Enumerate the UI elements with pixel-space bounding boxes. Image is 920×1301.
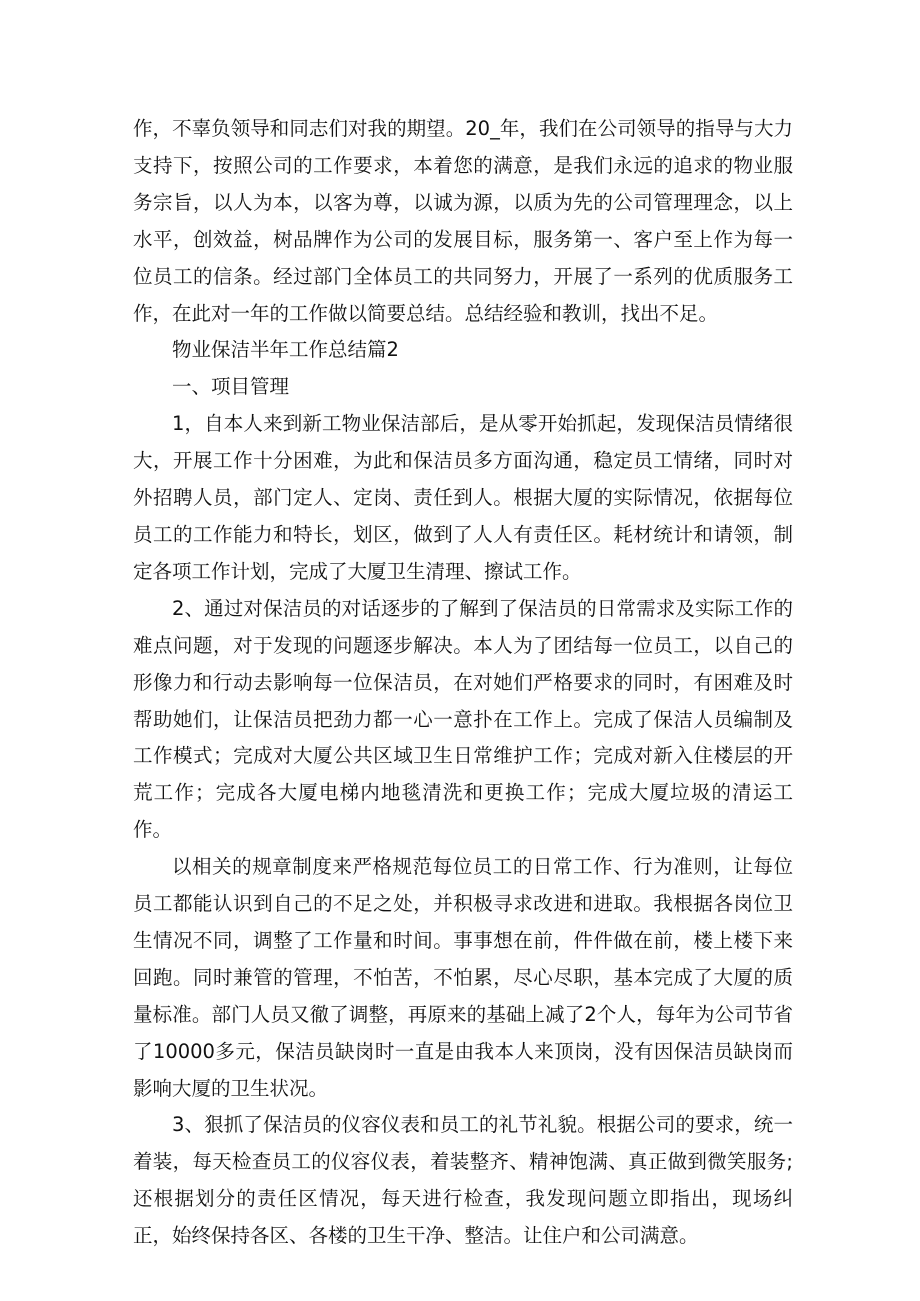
section-heading-project-management: 一、项目管理 [172, 375, 290, 399]
document-body [133, 111, 793, 1255]
paragraph-regulations: 以相关的规章制度来严格规范每位员工的日常工作、行为准则，让每位员工都能认识到自己的不足之处，并积极寻求改进和进取。我根据各岗位卫生情况不同，调整了工作量和时间。事事想在前，件件做在前，楼上楼下来回跑。同时兼管的管理，不怕苦，不怕累，尽心尽职，基本完成了大厦的质量标准。部门人员又徹了调整，再原来的基础上减了2个人，每年为公司节省了10000多元，保洁员缺岗时一直是由我本人来顶岗，没有因保洁员缺岗而影响大厦的卫生状况。 [133, 855, 793, 1100]
paragraph-intro-continuation: 作，不辜负领导和同志们对我的期望。20_年，我们在公司领导的指导与大力支持下，按照公司的工作要求，本着您的满意，是我们永远的追求的物业服务宗旨，以人为本，以客为尊，以诚为源，以质为先的公司管理理念，以上水平，创效益，树品牌作为公司的发展目标，服务第一、客户至上作为每一位员工的信条。经过部门全体员工的共同努力，开展了一系列的优质服务工作，在此对一年的工作做以简要总结。总结经验和教训，找出不足。 [133, 117, 793, 325]
section-title: 物业保洁半年工作总结篇2 [172, 338, 399, 362]
paragraph-item-3: 3、狠抓了保洁员的仪容仪表和员工的礼节礼貌。根据公司的要求，统一着装，每天检查员工的仪容仪表，着装整齐、精神饱满、真正做到微笑服务;还根据划分的责任区情况，每天进行检查，我发现问题立即指出，现场纠正，始终保持各区、各楼的卫生干净、整洁。让住户和公司满意。 [133, 1113, 793, 1248]
paragraph-item-1: 1，自本人来到新工物业保洁部后，是从零开始抓起，发现保洁员情绪很大，开展工作十分困难，为此和保洁员多方面沟通，稳定员工情绪，同时对外招聘人员，部门定人、定岗、责任到人。根据大厦的实际情况，依据每位员工的工作能力和特长，划区，做到了人人有责任区。耗材统计和请领，制定各项工作计划，完成了大厦卫生清理、擦试工作。 [133, 412, 793, 583]
paragraph-item-2: 2、通过对保洁员的对话逐步的了解到了保洁员的日常需求及实际工作的难点问题，对于发现的问题逐步解决。本人为了团结每一位员工，以自己的形像力和行动去影响每一位保洁员，在对她们严格要求的同时，有困难及时帮助她们，让保洁员把劲力都一心一意扑在工作上。完成了保洁人员编制及工作模式；完成对大厦公共区域卫生日常维护工作；完成对新入住楼层的开荒工作；完成各大厦电梯内地毯清洗和更换工作；完成大厦垃圾的清运工作。 [133, 596, 793, 842]
